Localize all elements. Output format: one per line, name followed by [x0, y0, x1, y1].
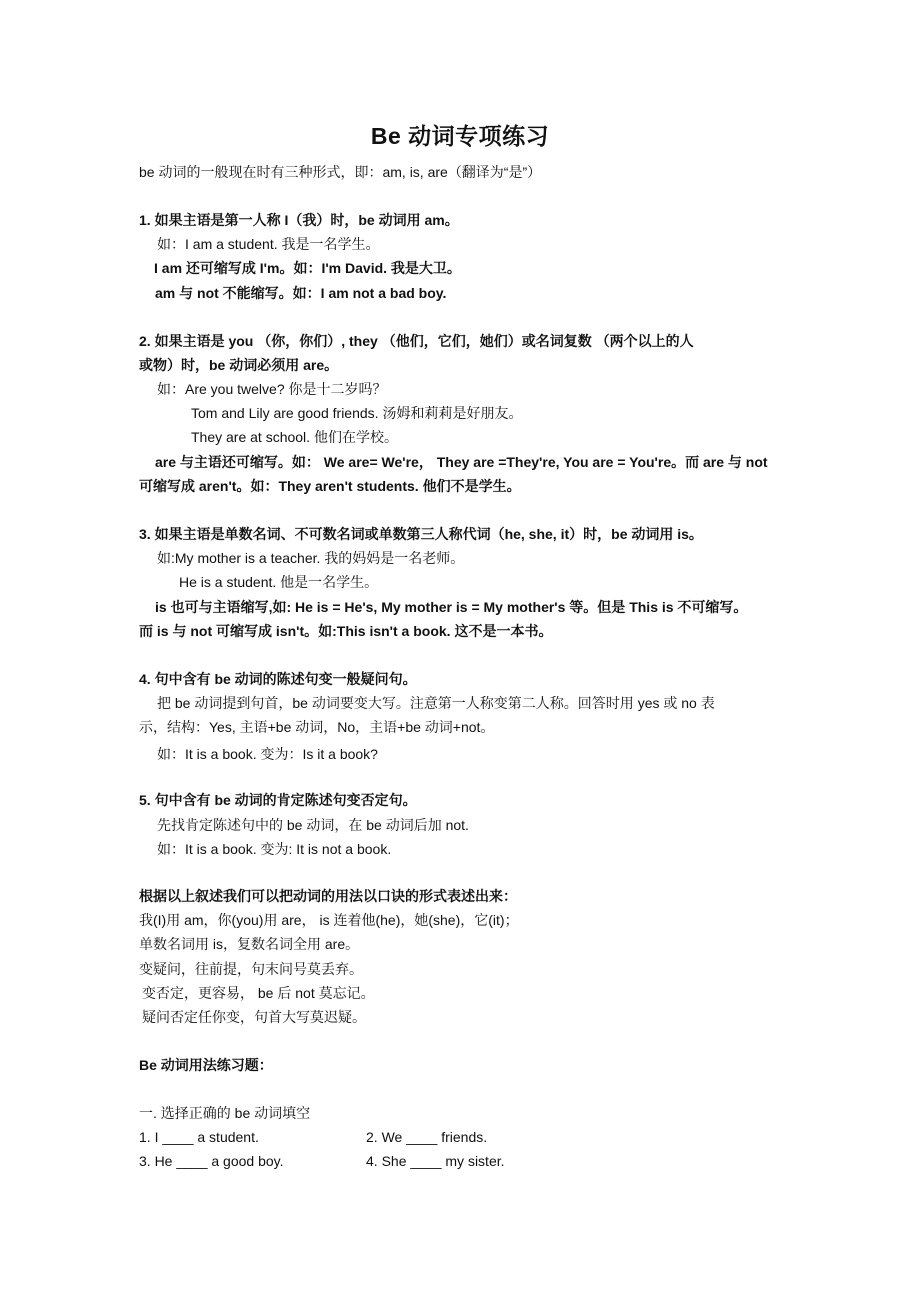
section-4-line: 示，结构：Yes, 主语+be 动词，No，主语+be 动词+not。	[139, 719, 495, 735]
exercise-heading: Be 动词用法练习题：	[139, 1057, 273, 1073]
rhyme-line: 变否定，更容易， be 后 not 莫忘记。	[142, 985, 375, 1001]
intro-text: be 动词的一般现在时有三种形式，即：am, is, are（翻译为“是”）	[139, 164, 542, 180]
section-2-line: They are at school. 他们在学校。	[191, 429, 398, 445]
section-3-line: 而 is 与 not 可缩写成 isn't。如:This isn't a book. 这不是一本书。	[139, 623, 553, 639]
section-2-heading: 2. 如果主语是 you （你，你们）, they （他们，它们，她们）或名词复数 （两个以上的人	[139, 333, 694, 349]
section-4-line: 如：It is a book. 变为：Is it a book?	[157, 746, 378, 762]
section-4-line: 把 be 动词提到句首，be 动词要变大写。注意第一人称变第二人称。回答时用 yes 或 no 表	[157, 695, 715, 711]
page-title: Be 动词专项练习	[370, 123, 550, 149]
exercise-item: 2. We ____ friends.	[366, 1129, 488, 1145]
section-2-heading-cont: 或物）时，be 动词必须用 are。	[139, 357, 339, 373]
rhyme-line: 我(I)用 am，你(you)用 are， is 连着他(he)，她(she)，它(it)；	[139, 912, 519, 928]
section-2-line: Tom and Lily are good friends. 汤姆和莉莉是好朋友。	[191, 405, 523, 421]
section-2-line: are 与主语还可缩写。如： We are= We're， They are =They're, You are = You're。而 are 与 not	[155, 454, 768, 470]
section-2-line: 可缩写成 aren't。如：They aren't students. 他们不是学生。	[139, 478, 521, 494]
section-3-heading: 3. 如果主语是单数名词、不可数名词或单数第三人称代词（he, she, it）时，be 动词用 is。	[139, 526, 703, 542]
section-1-line: 如：I am a student. 我是一名学生。	[157, 236, 380, 252]
section-5-heading: 5. 句中含有 be 动词的肯定陈述句变否定句。	[139, 792, 417, 808]
section-3-line: is 也可与主语缩写,如: He is = He's, My mother is = My mother's 等。但是 This is 不可缩写。	[155, 599, 748, 615]
section-1-line: am 与 not 不能缩写。如：I am not a bad boy.	[155, 285, 447, 301]
section-1-heading: 1. 如果主语是第一人称 I（我）时，be 动词用 am。	[139, 212, 459, 228]
section-4-heading: 4. 句中含有 be 动词的陈述句变一般疑问句。	[139, 671, 417, 687]
section-5-line: 先找肯定陈述句中的 be 动词，在 be 动词后加 not.	[157, 817, 469, 833]
section-3-line: He is a student. 他是一名学生。	[179, 574, 379, 590]
section-2-line: 如：Are you twelve? 你是十二岁吗？	[157, 381, 387, 397]
section-5-line: 如：It is a book. 变为: It is not a book.	[157, 841, 392, 857]
rhyme-line: 单数名词用 is，复数名词全用 are。	[139, 936, 360, 952]
section-1-line: I am 还可缩写成 I'm。如：I'm David. 我是大卫。	[154, 260, 461, 276]
exercise-item: 1. I ____ a student.	[139, 1129, 259, 1145]
rhyme-line: 疑问否定任你变，句首大写莫迟疑。	[142, 1009, 366, 1025]
exercise-item: 4. She ____ my sister.	[366, 1153, 505, 1169]
exercise-item: 3. He ____ a good boy.	[139, 1153, 284, 1169]
section-3-line: 如:My mother is a teacher. 我的妈妈是一名老师。	[157, 550, 465, 566]
rhyme-line: 变疑问，往前提，句末问号莫丢弃。	[139, 961, 363, 977]
rhyme-heading: 根据以上叙述我们可以把动词的用法以口诀的形式表述出来：	[139, 888, 517, 904]
exercise-part-title: 一. 选择正确的 be 动词填空	[139, 1105, 311, 1121]
